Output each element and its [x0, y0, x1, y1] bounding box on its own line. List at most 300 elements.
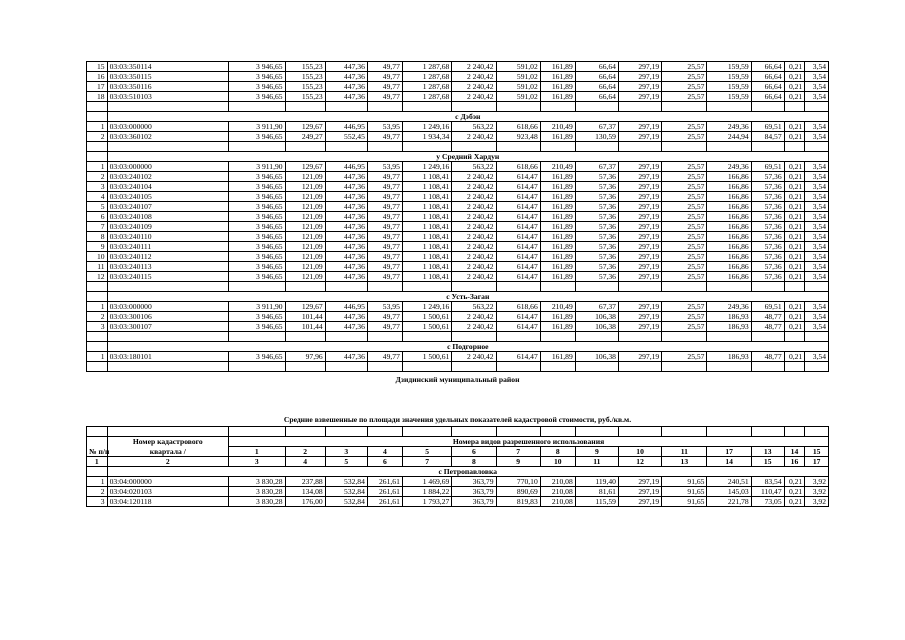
value-cell: 447,36 [325, 202, 367, 212]
empty-cell [496, 142, 540, 152]
empty-cell [784, 142, 805, 152]
value-cell: 3,54 [805, 212, 829, 222]
value-cell: 0,21 [784, 82, 805, 92]
value-cell: 1 287,68 [402, 72, 451, 82]
value-cell: 83,54 [751, 477, 784, 487]
blank-row [87, 427, 829, 437]
value-cell: 446,95 [325, 302, 367, 312]
value-cell: 532,84 [325, 497, 367, 507]
value-cell: 186,93 [707, 352, 751, 362]
value-cell: 121,09 [285, 202, 325, 212]
value-cell: 2 240,42 [452, 212, 496, 222]
value-cell: 3,54 [805, 122, 829, 132]
empty-cell [107, 332, 228, 342]
row-number: 3 [87, 322, 108, 332]
value-cell: 159,59 [707, 92, 751, 102]
column-index: 11 [575, 457, 618, 467]
cadastral-quarter: 03:04:000000 [107, 477, 228, 487]
value-cell: 3 946,65 [229, 272, 286, 282]
value-cell: 1 108,41 [402, 172, 451, 182]
value-cell: 57,36 [575, 232, 618, 242]
value-cell: 161,89 [540, 262, 575, 272]
value-cell: 244,94 [707, 132, 751, 142]
column-index: 16 [784, 457, 805, 467]
value-cell: 297,19 [618, 262, 661, 272]
row-number: 2 [87, 172, 108, 182]
value-cell: 91,65 [662, 487, 707, 497]
district-title-row [87, 372, 829, 387]
value-cell: 240,51 [707, 477, 751, 487]
value-cell: 447,36 [325, 352, 367, 362]
value-cell: 614,47 [496, 242, 540, 252]
value-cell: 166,86 [707, 242, 751, 252]
column-header-quarter: квартала / [107, 447, 228, 457]
row-number: 17 [87, 82, 108, 92]
table-row [87, 212, 829, 222]
value-cell: 57,36 [575, 262, 618, 272]
value-cell: 66,64 [575, 92, 618, 102]
row-number: 3 [87, 182, 108, 192]
empty-cell [784, 282, 805, 292]
use-code-header: 9 [575, 447, 618, 457]
table-row [87, 242, 829, 252]
value-cell: 446,95 [325, 122, 367, 132]
value-cell: 49,77 [367, 82, 402, 92]
table-caption-row [87, 412, 829, 427]
value-cell: 3 946,65 [229, 222, 286, 232]
table-row [87, 302, 829, 312]
value-cell: 447,36 [325, 72, 367, 82]
value-cell: 25,57 [662, 62, 707, 72]
table-row [87, 477, 829, 487]
value-cell: 3 946,65 [229, 242, 286, 252]
value-cell: 3,92 [805, 497, 829, 507]
value-cell: 591,02 [496, 92, 540, 102]
empty-cell [367, 427, 402, 437]
cadastral-quarter: 03:03:240108 [107, 212, 228, 222]
value-cell: 57,36 [751, 172, 784, 182]
column-index: 4 [285, 457, 325, 467]
value-cell: 49,77 [367, 182, 402, 192]
value-cell: 106,38 [575, 312, 618, 322]
empty-cell [452, 142, 496, 152]
value-cell: 0,21 [784, 477, 805, 487]
empty-cell [285, 282, 325, 292]
value-cell: 532,84 [325, 487, 367, 497]
empty-cell [402, 362, 451, 372]
empty-cell [402, 102, 451, 112]
value-cell: 161,89 [540, 272, 575, 282]
use-code-header: 11 [662, 447, 707, 457]
empty-cell [229, 282, 286, 292]
row-number: 18 [87, 92, 108, 102]
value-cell: 447,36 [325, 212, 367, 222]
value-cell: 1 108,41 [402, 242, 451, 252]
value-cell: 119,40 [575, 477, 618, 487]
empty-cell [805, 102, 829, 112]
table-row [87, 132, 829, 142]
value-cell: 53,95 [367, 302, 402, 312]
value-cell: 25,57 [662, 82, 707, 92]
value-cell: 48,77 [751, 312, 784, 322]
value-cell: 210,08 [540, 477, 575, 487]
value-cell: 25,57 [662, 242, 707, 252]
value-cell: 161,89 [540, 172, 575, 182]
value-cell: 49,77 [367, 202, 402, 212]
value-cell: 3,54 [805, 222, 829, 232]
row-number: 4 [87, 192, 108, 202]
value-cell: 3,54 [805, 62, 829, 72]
value-cell: 210,08 [540, 497, 575, 507]
value-cell: 161,89 [540, 82, 575, 92]
settlement-title: у Средний Хардун [107, 152, 828, 162]
value-cell: 0,21 [784, 162, 805, 172]
value-cell: 591,02 [496, 72, 540, 82]
row-number: 1 [87, 477, 108, 487]
value-cell: 129,67 [285, 162, 325, 172]
value-cell: 161,89 [540, 72, 575, 82]
spreadsheet-page [86, 61, 829, 507]
cadastral-quarter: 03:03:180101 [107, 352, 228, 362]
value-cell: 297,19 [618, 352, 661, 362]
table-row [87, 487, 829, 497]
empty-cell [367, 102, 402, 112]
value-cell: 25,57 [662, 322, 707, 332]
value-cell: 57,36 [575, 202, 618, 212]
value-cell: 3 946,65 [229, 312, 286, 322]
empty-cell [87, 332, 108, 342]
value-cell: 49,77 [367, 222, 402, 232]
value-cell: 57,36 [751, 222, 784, 232]
value-cell: 0,21 [784, 62, 805, 72]
value-cell: 49,77 [367, 212, 402, 222]
row-number: 1 [87, 302, 108, 312]
empty-cell [107, 102, 228, 112]
value-cell: 563,22 [452, 302, 496, 312]
cadastral-quarter: 03:03:300107 [107, 322, 228, 332]
use-code-header: 15 [805, 447, 829, 457]
value-cell: 618,66 [496, 302, 540, 312]
empty-cell [751, 102, 784, 112]
value-cell: 25,57 [662, 262, 707, 272]
value-cell: 66,64 [575, 62, 618, 72]
value-cell: 363,79 [452, 477, 496, 487]
column-index: 5 [325, 457, 367, 467]
empty-cell [540, 282, 575, 292]
value-cell: 159,59 [707, 62, 751, 72]
value-cell: 297,19 [618, 132, 661, 142]
value-cell: 159,59 [707, 82, 751, 92]
value-cell: 66,64 [751, 92, 784, 102]
value-cell: 3,54 [805, 182, 829, 192]
value-cell: 447,36 [325, 262, 367, 272]
value-cell: 155,23 [285, 72, 325, 82]
value-cell: 2 240,42 [452, 172, 496, 182]
value-cell: 2 240,42 [452, 222, 496, 232]
empty-cell [575, 142, 618, 152]
value-cell: 591,02 [496, 82, 540, 92]
value-cell: 161,89 [540, 242, 575, 252]
value-cell: 446,95 [325, 162, 367, 172]
empty-cell [805, 332, 829, 342]
column-index: 2 [107, 457, 228, 467]
value-cell: 3,54 [805, 82, 829, 92]
value-cell: 1 287,68 [402, 82, 451, 92]
value-cell: 614,47 [496, 322, 540, 332]
empty-cell [784, 102, 805, 112]
value-cell: 130,59 [575, 132, 618, 142]
column-header-quarter: Номер кадастрового [107, 437, 228, 447]
empty-cell [87, 142, 108, 152]
value-cell: 2 240,42 [452, 252, 496, 262]
empty-cell [575, 282, 618, 292]
row-number: 2 [87, 487, 108, 497]
value-cell: 261,61 [367, 497, 402, 507]
value-cell: 0,21 [784, 272, 805, 282]
use-code-header: 2 [285, 447, 325, 457]
value-cell: 3,54 [805, 92, 829, 102]
empty-cell [402, 332, 451, 342]
value-cell: 297,19 [618, 252, 661, 262]
value-cell: 2 240,42 [452, 182, 496, 192]
cadastral-quarter: 03:03:350114 [107, 62, 228, 72]
value-cell: 66,64 [575, 72, 618, 82]
table-row [87, 92, 829, 102]
value-cell: 25,57 [662, 202, 707, 212]
empty-cell [575, 332, 618, 342]
value-cell: 2 240,42 [452, 62, 496, 72]
value-cell: 1 500,61 [402, 312, 451, 322]
value-cell: 49,77 [367, 62, 402, 72]
blank-row [87, 332, 829, 342]
empty-cell [662, 142, 707, 152]
empty-cell [496, 362, 540, 372]
value-cell: 0,21 [784, 222, 805, 232]
use-code-header: 3 [325, 447, 367, 457]
value-cell: 57,36 [751, 252, 784, 262]
value-cell: 261,61 [367, 477, 402, 487]
value-cell: 67,37 [575, 162, 618, 172]
value-cell: 1 108,41 [402, 262, 451, 272]
value-cell: 2 240,42 [452, 242, 496, 252]
value-cell: 3,54 [805, 162, 829, 172]
value-cell: 297,19 [618, 302, 661, 312]
value-cell: 1 500,61 [402, 352, 451, 362]
empty-cell [452, 427, 496, 437]
value-cell: 2 240,42 [452, 202, 496, 212]
value-cell: 57,36 [575, 182, 618, 192]
empty-cell [452, 332, 496, 342]
value-cell: 3,92 [805, 487, 829, 497]
empty-cell [496, 282, 540, 292]
settlement-header [87, 292, 829, 302]
empty-cell [452, 102, 496, 112]
value-cell: 0,21 [784, 92, 805, 102]
value-cell: 25,57 [662, 92, 707, 102]
column-index: 14 [707, 457, 751, 467]
empty-cell [540, 332, 575, 342]
value-cell: 363,79 [452, 497, 496, 507]
value-cell: 49,77 [367, 232, 402, 242]
value-cell: 297,19 [618, 122, 661, 132]
empty-cell [107, 427, 228, 437]
empty-cell [325, 102, 367, 112]
table-row [87, 252, 829, 262]
value-cell: 3 946,65 [229, 182, 286, 192]
value-cell: 3 946,65 [229, 72, 286, 82]
value-cell: 297,19 [618, 477, 661, 487]
value-cell: 145,03 [707, 487, 751, 497]
empty-cell [496, 102, 540, 112]
value-cell: 69,51 [751, 122, 784, 132]
value-cell: 3,54 [805, 272, 829, 282]
value-cell: 447,36 [325, 232, 367, 242]
empty-cell [784, 362, 805, 372]
settlement-title: с Петропавловка [107, 467, 828, 477]
value-cell: 297,19 [618, 72, 661, 82]
table-row [87, 162, 829, 172]
value-cell: 57,36 [751, 182, 784, 192]
value-cell: 57,36 [575, 192, 618, 202]
cadastral-quarter: 03:03:350116 [107, 82, 228, 92]
value-cell: 155,23 [285, 92, 325, 102]
empty-cell [662, 362, 707, 372]
value-cell: 161,89 [540, 352, 575, 362]
value-cell: 161,89 [540, 92, 575, 102]
value-cell: 66,64 [751, 72, 784, 82]
empty-cell [540, 362, 575, 372]
value-cell: 3,54 [805, 72, 829, 82]
settlement-header [87, 467, 829, 477]
row-number: 11 [87, 262, 108, 272]
value-cell: 2 240,42 [452, 192, 496, 202]
empty-cell [618, 332, 661, 342]
value-cell: 67,37 [575, 302, 618, 312]
value-cell: 618,66 [496, 162, 540, 172]
value-cell: 297,19 [618, 242, 661, 252]
table-row [87, 122, 829, 132]
value-cell: 614,47 [496, 212, 540, 222]
empty-cell [229, 332, 286, 342]
value-cell: 614,47 [496, 232, 540, 242]
empty-cell [367, 142, 402, 152]
value-cell: 3 946,65 [229, 172, 286, 182]
value-cell: 563,22 [452, 122, 496, 132]
column-index-row [87, 457, 829, 467]
row-number: 15 [87, 62, 108, 72]
value-cell: 57,36 [751, 262, 784, 272]
value-cell: 161,89 [540, 62, 575, 72]
value-cell: 0,21 [784, 262, 805, 272]
value-cell: 0,21 [784, 242, 805, 252]
value-cell: 57,36 [751, 192, 784, 202]
value-cell: 155,23 [285, 82, 325, 92]
value-cell: 121,09 [285, 192, 325, 202]
value-cell: 106,38 [575, 352, 618, 362]
empty-cell [87, 362, 108, 372]
value-cell: 3,54 [805, 252, 829, 262]
value-cell: 166,86 [707, 252, 751, 262]
value-cell: 297,19 [618, 62, 661, 72]
value-cell: 297,19 [618, 322, 661, 332]
value-cell: 1 108,41 [402, 232, 451, 242]
value-cell: 159,59 [707, 72, 751, 82]
value-cell: 49,77 [367, 72, 402, 82]
empty-cell [805, 142, 829, 152]
value-cell: 614,47 [496, 352, 540, 362]
value-cell: 0,21 [784, 352, 805, 362]
value-cell: 66,64 [751, 62, 784, 72]
value-cell: 57,36 [575, 252, 618, 262]
empty-cell [618, 362, 661, 372]
value-cell: 57,36 [751, 272, 784, 282]
value-cell: 48,77 [751, 352, 784, 362]
value-cell: 69,51 [751, 302, 784, 312]
empty-cell [751, 282, 784, 292]
value-cell: 1 249,16 [402, 302, 451, 312]
empty-cell [575, 427, 618, 437]
value-cell: 101,44 [285, 322, 325, 332]
value-cell: 249,27 [285, 132, 325, 142]
empty-cell [496, 427, 540, 437]
value-cell: 447,36 [325, 82, 367, 92]
empty-cell [784, 332, 805, 342]
value-cell: 591,02 [496, 62, 540, 72]
empty-cell [107, 142, 228, 152]
value-cell: 0,21 [784, 302, 805, 312]
value-cell: 48,77 [751, 322, 784, 332]
value-cell: 25,57 [662, 222, 707, 232]
value-cell: 614,47 [496, 262, 540, 272]
cadastral-quarter: 03:04:020103 [107, 487, 228, 497]
value-cell: 166,86 [707, 272, 751, 282]
value-cell: 25,57 [662, 162, 707, 172]
value-cell: 57,36 [575, 172, 618, 182]
spacer-row [87, 386, 829, 412]
value-cell: 363,79 [452, 487, 496, 497]
value-cell: 57,36 [751, 232, 784, 242]
value-cell: 73,05 [751, 497, 784, 507]
value-cell: 3 830,28 [229, 487, 286, 497]
value-cell: 97,96 [285, 352, 325, 362]
value-cell: 0,21 [784, 312, 805, 322]
value-cell: 1 469,69 [402, 477, 451, 487]
value-cell: 1 108,41 [402, 182, 451, 192]
empty-cell [540, 142, 575, 152]
value-cell: 161,89 [540, 202, 575, 212]
value-cell: 57,36 [751, 242, 784, 252]
cadastral-quarter: 03:03:350115 [107, 72, 228, 82]
blank-row [87, 362, 829, 372]
empty-cell [325, 332, 367, 342]
empty-cell [707, 332, 751, 342]
empty-cell [229, 362, 286, 372]
empty-cell [87, 292, 108, 302]
value-cell: 297,19 [618, 182, 661, 192]
empty-cell [367, 362, 402, 372]
value-cell: 890,69 [496, 487, 540, 497]
value-cell: 121,09 [285, 272, 325, 282]
use-code-header: 7 [496, 447, 540, 457]
cadastral-quarter: 03:03:240110 [107, 232, 228, 242]
cadastral-quarter: 03:03:000000 [107, 162, 228, 172]
row-number: 12 [87, 272, 108, 282]
table-row [87, 72, 829, 82]
value-cell: 210,49 [540, 162, 575, 172]
value-cell: 3 946,65 [229, 82, 286, 92]
value-cell: 0,21 [784, 252, 805, 262]
value-cell: 297,19 [618, 202, 661, 212]
